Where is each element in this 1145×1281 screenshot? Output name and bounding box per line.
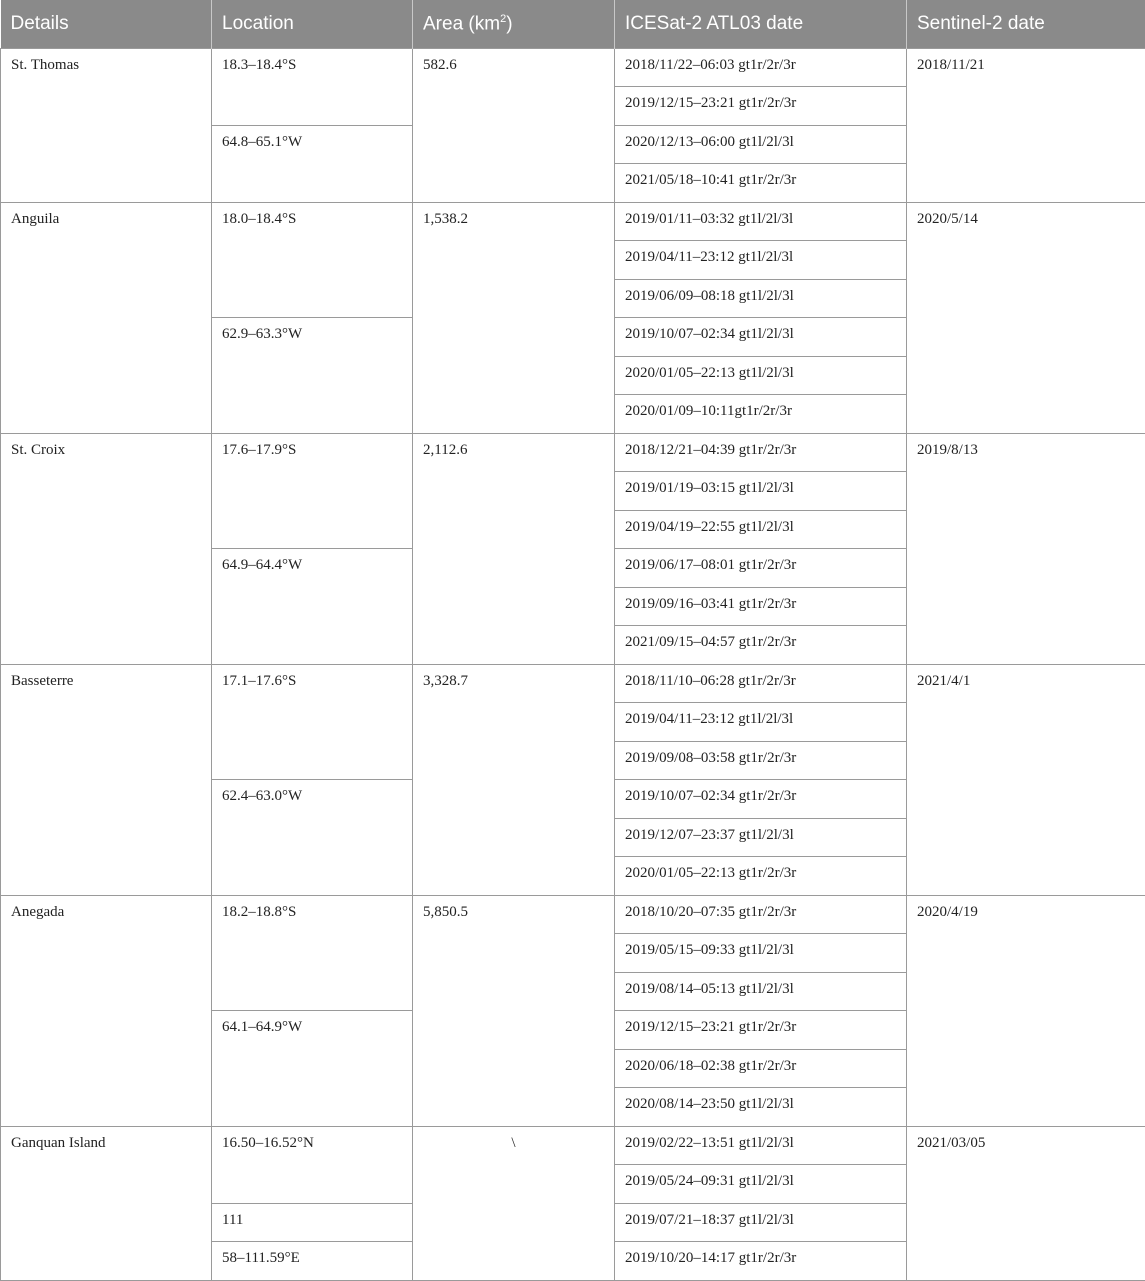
site-latitude: 17.1–17.6°S [212,664,413,780]
icesat-date: 2019/01/19–03:15 gt1l/2l/3l [615,472,907,511]
table-header [1,0,1145,48]
icesat-date: 2019/08/14–05:13 gt1l/2l/3l [615,972,907,1011]
icesat-date: 2018/12/21–04:39 gt1r/2r/3r [615,433,907,472]
icesat-date: 2020/01/05–22:13 gt1l/2l/3l [615,356,907,395]
header-area [413,0,615,48]
icesat-date: 2019/10/20–14:17 gt1r/2r/3r [615,1242,907,1281]
icesat-date: 2018/10/20–07:35 gt1r/2r/3r [615,895,907,934]
table-row [1,895,1145,934]
table-row [1,1126,1145,1165]
icesat-date: 2020/12/13–06:00 gt1l/2l/3l [615,125,907,164]
header-area-label: Area (km [423,13,500,34]
site-area: 582.6 [413,48,615,202]
site-area: 5,850.5 [413,895,615,1126]
table-row [1,664,1145,703]
header-icesat-date: ICESat-2 ATL03 date [615,0,907,48]
icesat-date: 2019/02/22–13:51 gt1l/2l/3l [615,1126,907,1165]
table-body [1,48,1145,1280]
table-row [1,202,1145,241]
site-name: Ganquan Island [1,1126,212,1280]
icesat-date: 2021/05/18–10:41 gt1r/2r/3r [615,164,907,203]
site-area: \ [413,1126,615,1280]
site-name: St. Thomas [1,48,212,202]
site-latitude: 18.3–18.4°S [212,48,413,125]
icesat-date: 2019/09/16–03:41 gt1r/2r/3r [615,587,907,626]
icesat-date: 2019/06/17–08:01 gt1r/2r/3r [615,549,907,588]
icesat-date: 2019/06/09–08:18 gt1l/2l/3l [615,279,907,318]
header-location: Location [212,0,413,48]
site-longitude: 62.9–63.3°W [212,318,413,434]
icesat-date: 2019/10/07–02:34 gt1l/2l/3l [615,318,907,357]
site-longitude-part: 58–111.59°E [212,1242,413,1281]
site-area: 3,328.7 [413,664,615,895]
icesat-date: 2020/01/05–22:13 gt1r/2r/3r [615,857,907,896]
site-latitude: 17.6–17.9°S [212,433,413,549]
icesat-date: 2020/06/18–02:38 gt1r/2r/3r [615,1049,907,1088]
icesat-date: 2019/04/11–23:12 gt1l/2l/3l [615,703,907,742]
site-latitude: 18.2–18.8°S [212,895,413,1011]
site-name: Anegada [1,895,212,1126]
site-latitude: 16.50–16.52°N [212,1126,413,1203]
header-row [1,0,1145,48]
header-sentinel-date: Sentinel-2 date [907,0,1145,48]
site-longitude: 64.8–65.1°W [212,125,413,202]
header-area-close: ) [506,13,512,34]
site-longitude: 64.1–64.9°W [212,1011,413,1127]
icesat-date: 2018/11/22–06:03 gt1r/2r/3r [615,48,907,87]
table-row [1,433,1145,472]
icesat-date: 2020/01/09–10:11gt1r/2r/3r [615,395,907,434]
site-longitude: 64.9–64.4°W [212,549,413,665]
icesat-date: 2019/12/15–23:21 gt1r/2r/3r [615,1011,907,1050]
site-area: 1,538.2 [413,202,615,433]
site-area: 2,112.6 [413,433,615,664]
sentinel-date: 2019/8/13 [907,433,1145,664]
site-name: Anguila [1,202,212,433]
icesat-date: 2019/04/11–23:12 gt1l/2l/3l [615,241,907,280]
icesat-date: 2020/08/14–23:50 gt1l/2l/3l [615,1088,907,1127]
site-longitude: 62.4–63.0°W [212,780,413,896]
site-name: Basseterre [1,664,212,895]
icesat-date: 2019/01/11–03:32 gt1l/2l/3l [615,202,907,241]
sentinel-date: 2021/03/05 [907,1126,1145,1280]
icesat-date: 2019/05/24–09:31 gt1l/2l/3l [615,1165,907,1204]
icesat-date: 2021/09/15–04:57 gt1r/2r/3r [615,626,907,665]
sentinel-date: 2021/4/1 [907,664,1145,895]
site-name: St. Croix [1,433,212,664]
icesat-date: 2019/07/21–18:37 gt1l/2l/3l [615,1203,907,1242]
site-longitude-part: 111 [212,1203,413,1242]
icesat-date: 2019/04/19–22:55 gt1l/2l/3l [615,510,907,549]
icesat-date: 2019/10/07–02:34 gt1r/2r/3r [615,780,907,819]
sentinel-date: 2018/11/21 [907,48,1145,202]
icesat-date: 2019/12/07–23:37 gt1l/2l/3l [615,818,907,857]
sentinel-date: 2020/5/14 [907,202,1145,433]
header-details: Details [1,0,212,48]
icesat-date: 2019/12/15–23:21 gt1r/2r/3r [615,87,907,126]
site-latitude: 18.0–18.4°S [212,202,413,318]
sentinel-date: 2020/4/19 [907,895,1145,1126]
table-row [1,48,1145,87]
icesat-date: 2018/11/10–06:28 gt1r/2r/3r [615,664,907,703]
header-area-superscript: 2 [500,13,506,25]
icesat-date: 2019/09/08–03:58 gt1r/2r/3r [615,741,907,780]
icesat-date: 2019/05/15–09:33 gt1l/2l/3l [615,934,907,973]
